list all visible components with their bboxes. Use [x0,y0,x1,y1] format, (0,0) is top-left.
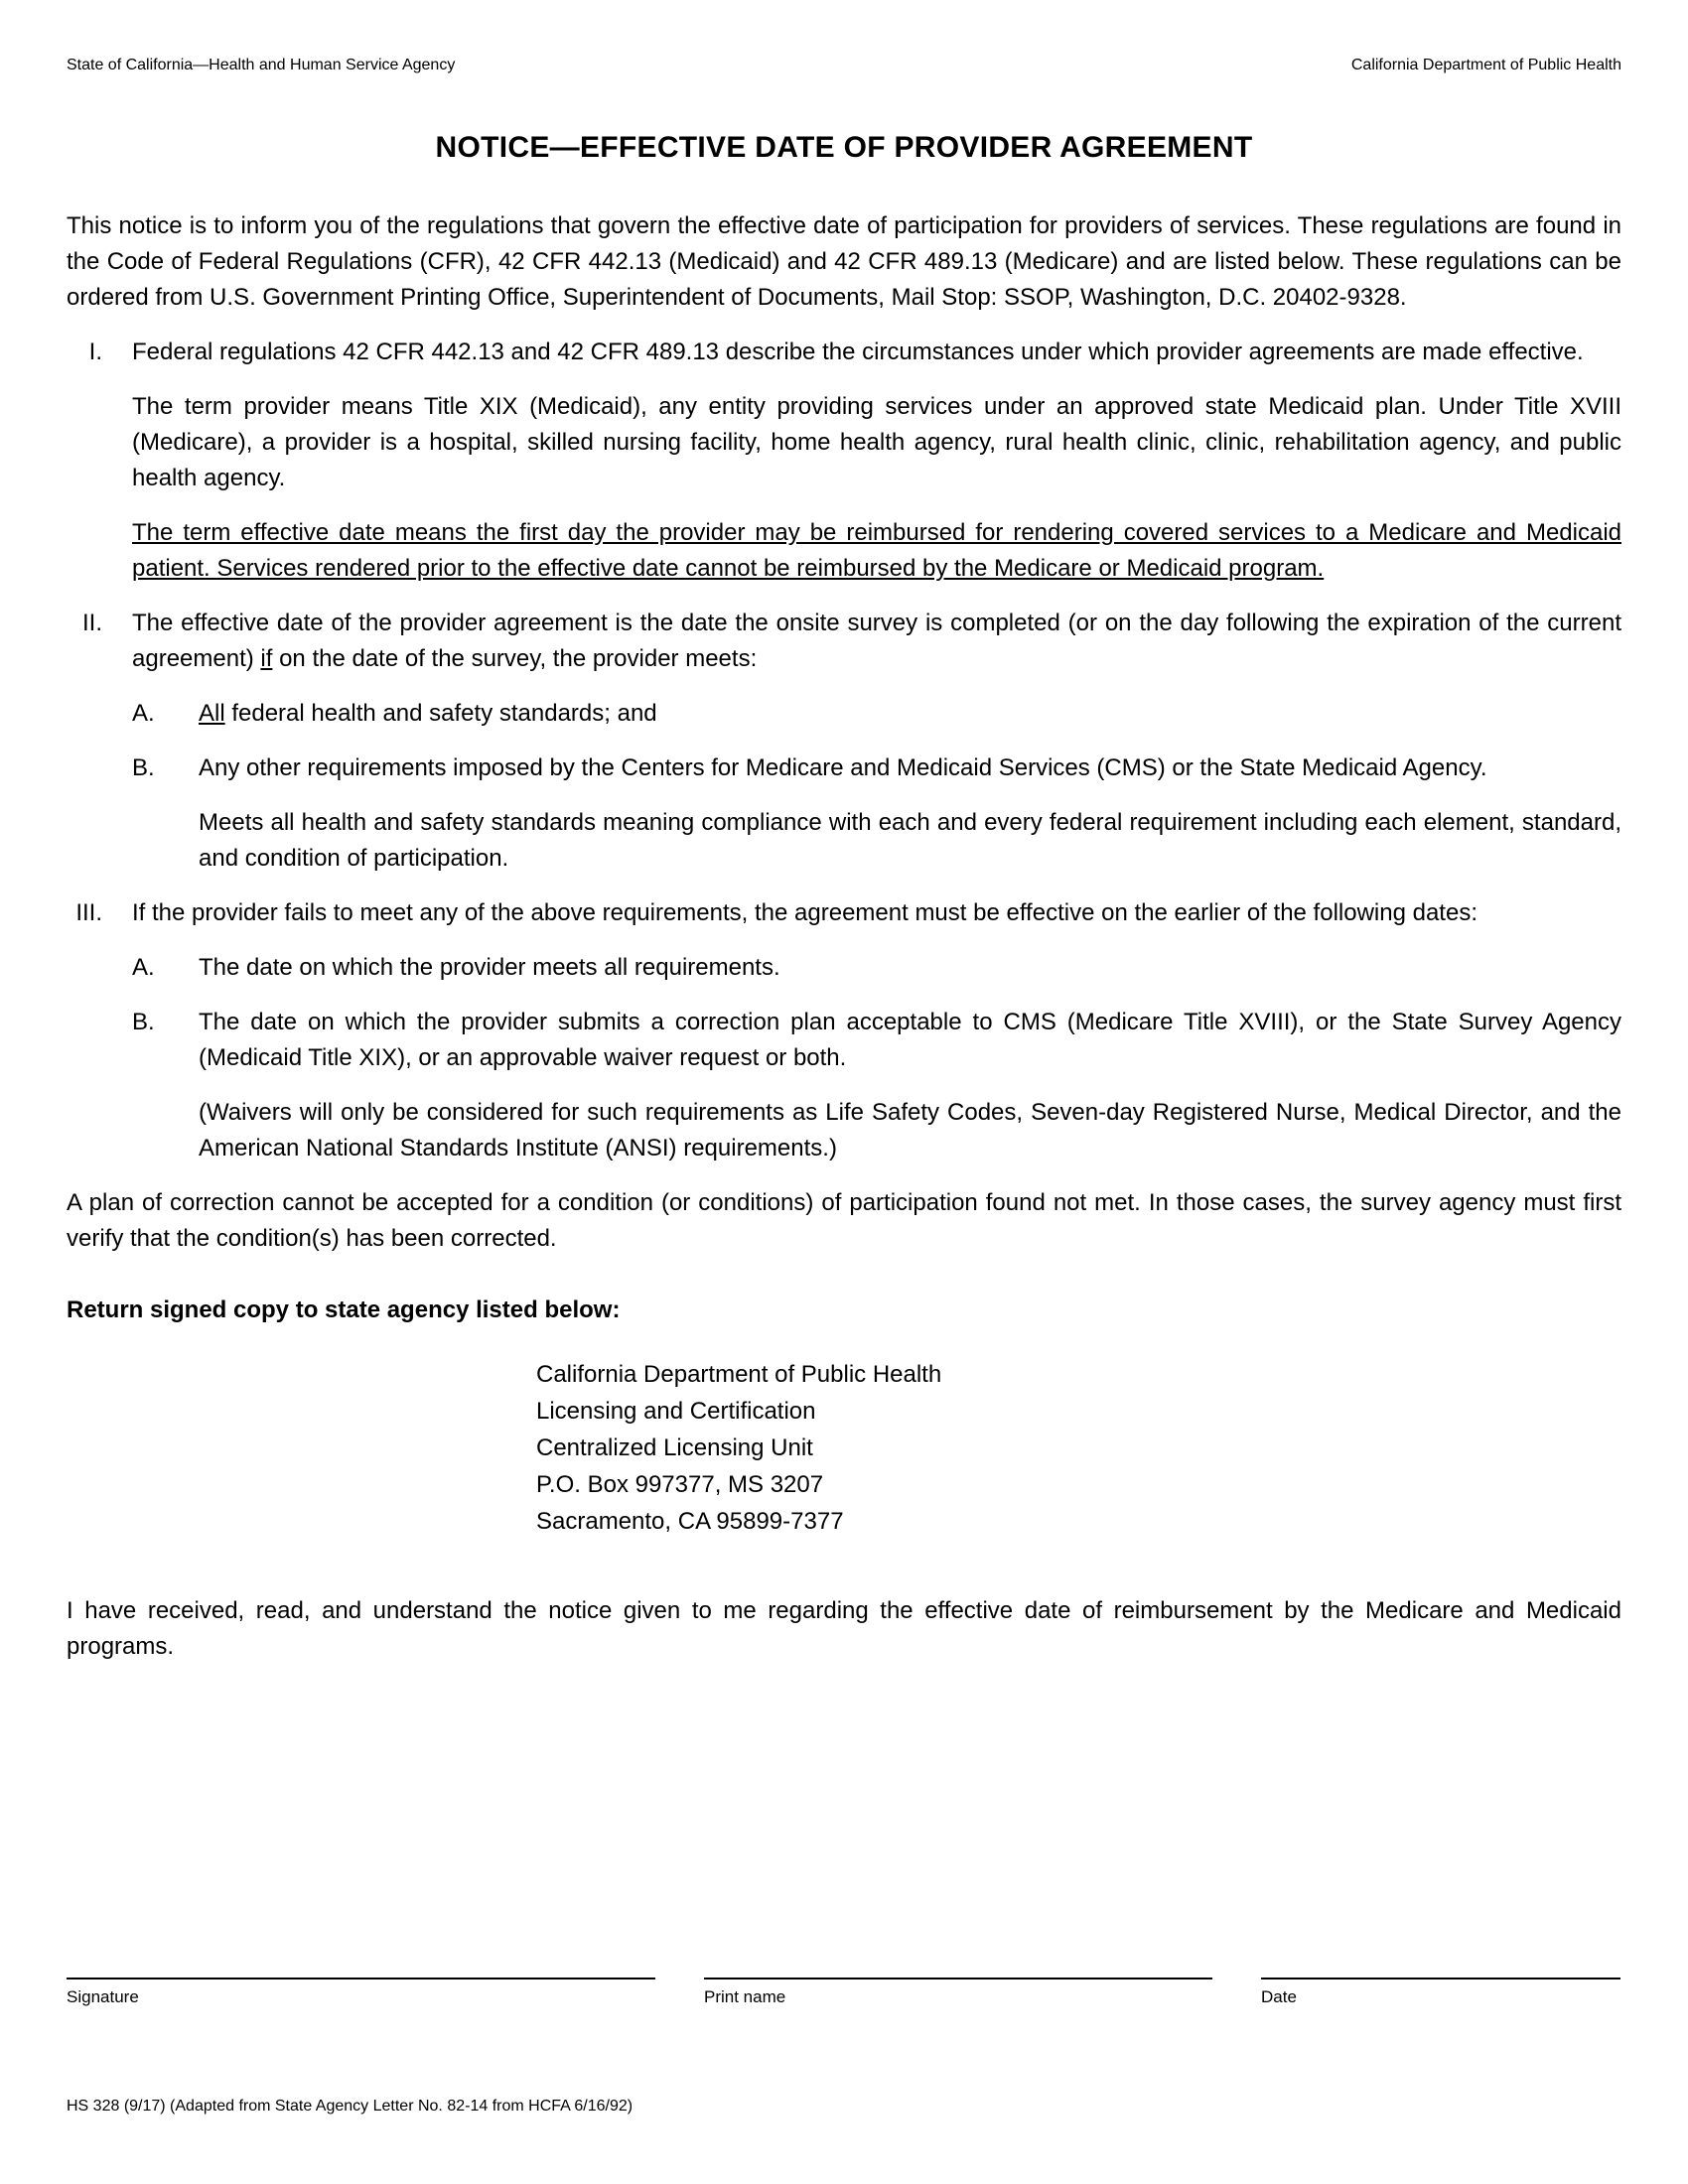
return-copy-heading: Return signed copy to state agency listed below: [67,1297,621,1323]
section-iii-item-b-marker: B. [132,1009,155,1035]
section-iii-item-a-marker: A. [132,954,155,981]
return-address-block [536,1356,1621,1540]
section-iii-item-a [132,950,1621,986]
section-ii-item-a-underlined-all: All [199,700,225,727]
intro-paragraph: This notice is to inform you of the regulations that govern the effective date of participation for providers of services. These regulations are found in the Code of Federal Regulations (CFR), 42 CFR 442.13 (Medicaid) and 42 CFR 489.13 (Medicare) and are listed below. These regulations can be ordered from U.S. Government Printing Office, Superintendent of Documents, Mail Stop: SSOP, Washington, D.C. 20402-9328. [67,212,1621,311]
header-agency-left: State of California—Health and Human Service Agency [67,57,456,73]
section-ii-item-b [132,751,1621,786]
section-iii-text: If the provider fails to meet any of the above requirements, the agreement must be effective on the earlier of the following dates: [132,899,1477,926]
section-i [67,335,1621,370]
section-ii-item-b-text: Any other requirements imposed by the Centers for Medicare and Medicaid Services (CMS) or the State Medicaid Agency. [199,754,1487,781]
document-title: NOTICE—EFFECTIVE DATE OF PROVIDER AGREEMENT [435,131,1253,164]
section-ii-item-a-text [199,696,1621,732]
signature-label: Signature [67,1987,139,2006]
date-field [1261,1978,1620,2007]
section-i-text: Federal regulations 42 CFR 442.13 and 42 CFR 489.13 describe the circumstances under which provider agreements are made effective. [132,339,1584,365]
effective-date-definition-paragraph: The term effective date means the first day the provider may be reimbursed for rendering covered services to a Medicare and Medicaid patient. Services rendered prior to the effective date cannot be reimbursed by the Medicare or Medicaid program. [132,519,1621,582]
section-ii-item-b-marker: B. [132,754,155,781]
document-header [67,56,1621,75]
section-ii-text-post: on the date of the survey, the provider meets: [272,645,758,672]
section-i-marker: I. [88,339,102,365]
section-ii-item-a-marker: A. [132,700,155,727]
section-iii [67,895,1621,931]
section-iii-marker: III. [75,899,102,926]
signature-field [67,1978,655,2007]
section-ii-item-b-note: Meets all health and safety standards meaning compliance with each and every federal requirement including each element, standard, and condition of participation. [199,809,1621,872]
waivers-note-paragraph: (Waivers will only be considered for such requirements as Life Safety Codes, Seven-day Registered Nurse, Medical Director, and the American National Standards Institute (ANSI) requirements.) [199,1099,1621,1161]
plan-of-correction-paragraph: A plan of correction cannot be accepted for a condition (or conditions) of participation found not met. In those cases, the survey agency must first verify that the condition(s) has been corrected. [67,1189,1621,1252]
document-body [67,208,1621,1665]
address-line: California Department of Public Health [536,1361,942,1388]
provider-definition-paragraph: The term provider means Title XIX (Medicaid), any entity providing services under an approved state Medicaid plan. Under Title XVIII (Medicare), a provider is a hospital, skilled nursing facility, home health agency, rural health clinic, clinic, rehabilitation agency, and public health agency. [132,393,1621,491]
section-ii-item-a [132,696,1621,732]
header-department-right: California Department of Public Health [1350,57,1621,73]
form-number-footer: HS 328 (9/17) (Adapted from State Agency Letter No. 82-14 from HCFA 6/16/92) [67,2098,633,2115]
section-ii-text-underlined-if: if [260,645,273,672]
section-ii-text [132,606,1621,677]
signature-section [67,1978,1621,2007]
address-line: Licensing and Certification [536,1398,816,1425]
section-ii-marker: II. [81,610,102,636]
date-label: Date [1261,1987,1297,2006]
section-ii-text-pre: The effective date of the provider agreement is the date the onsite survey is completed (or on the day following the expiration of the current agreement) [132,610,1621,672]
acknowledgement-paragraph: I have received, read, and understand the notice given to me regarding the effective date of reimbursement by the Medicare and Medicaid programs. [67,1597,1621,1660]
section-iii-item-b-text: The date on which the provider submits a correction plan acceptable to CMS (Medicare Title XVIII), or the State Survey Agency (Medicaid Title XIX), or an approvable waiver request or both. [199,1009,1621,1071]
address-line: Sacramento, CA 95899-7377 [536,1508,844,1535]
date-line[interactable] [1261,1978,1620,1979]
print-name-line[interactable] [704,1978,1212,1979]
print-name-label: Print name [704,1987,786,2006]
section-iii-item-a-text: The date on which the provider meets all requirements. [199,954,780,981]
section-ii-item-a-text-rest: federal health and safety standards; and [224,700,657,727]
section-ii [67,606,1621,677]
address-line: P.O. Box 997377, MS 3207 [536,1471,824,1498]
print-name-field [704,1978,1212,2007]
address-line: Centralized Licensing Unit [536,1434,813,1461]
signature-line[interactable] [67,1978,655,1979]
section-iii-item-b [132,1005,1621,1076]
